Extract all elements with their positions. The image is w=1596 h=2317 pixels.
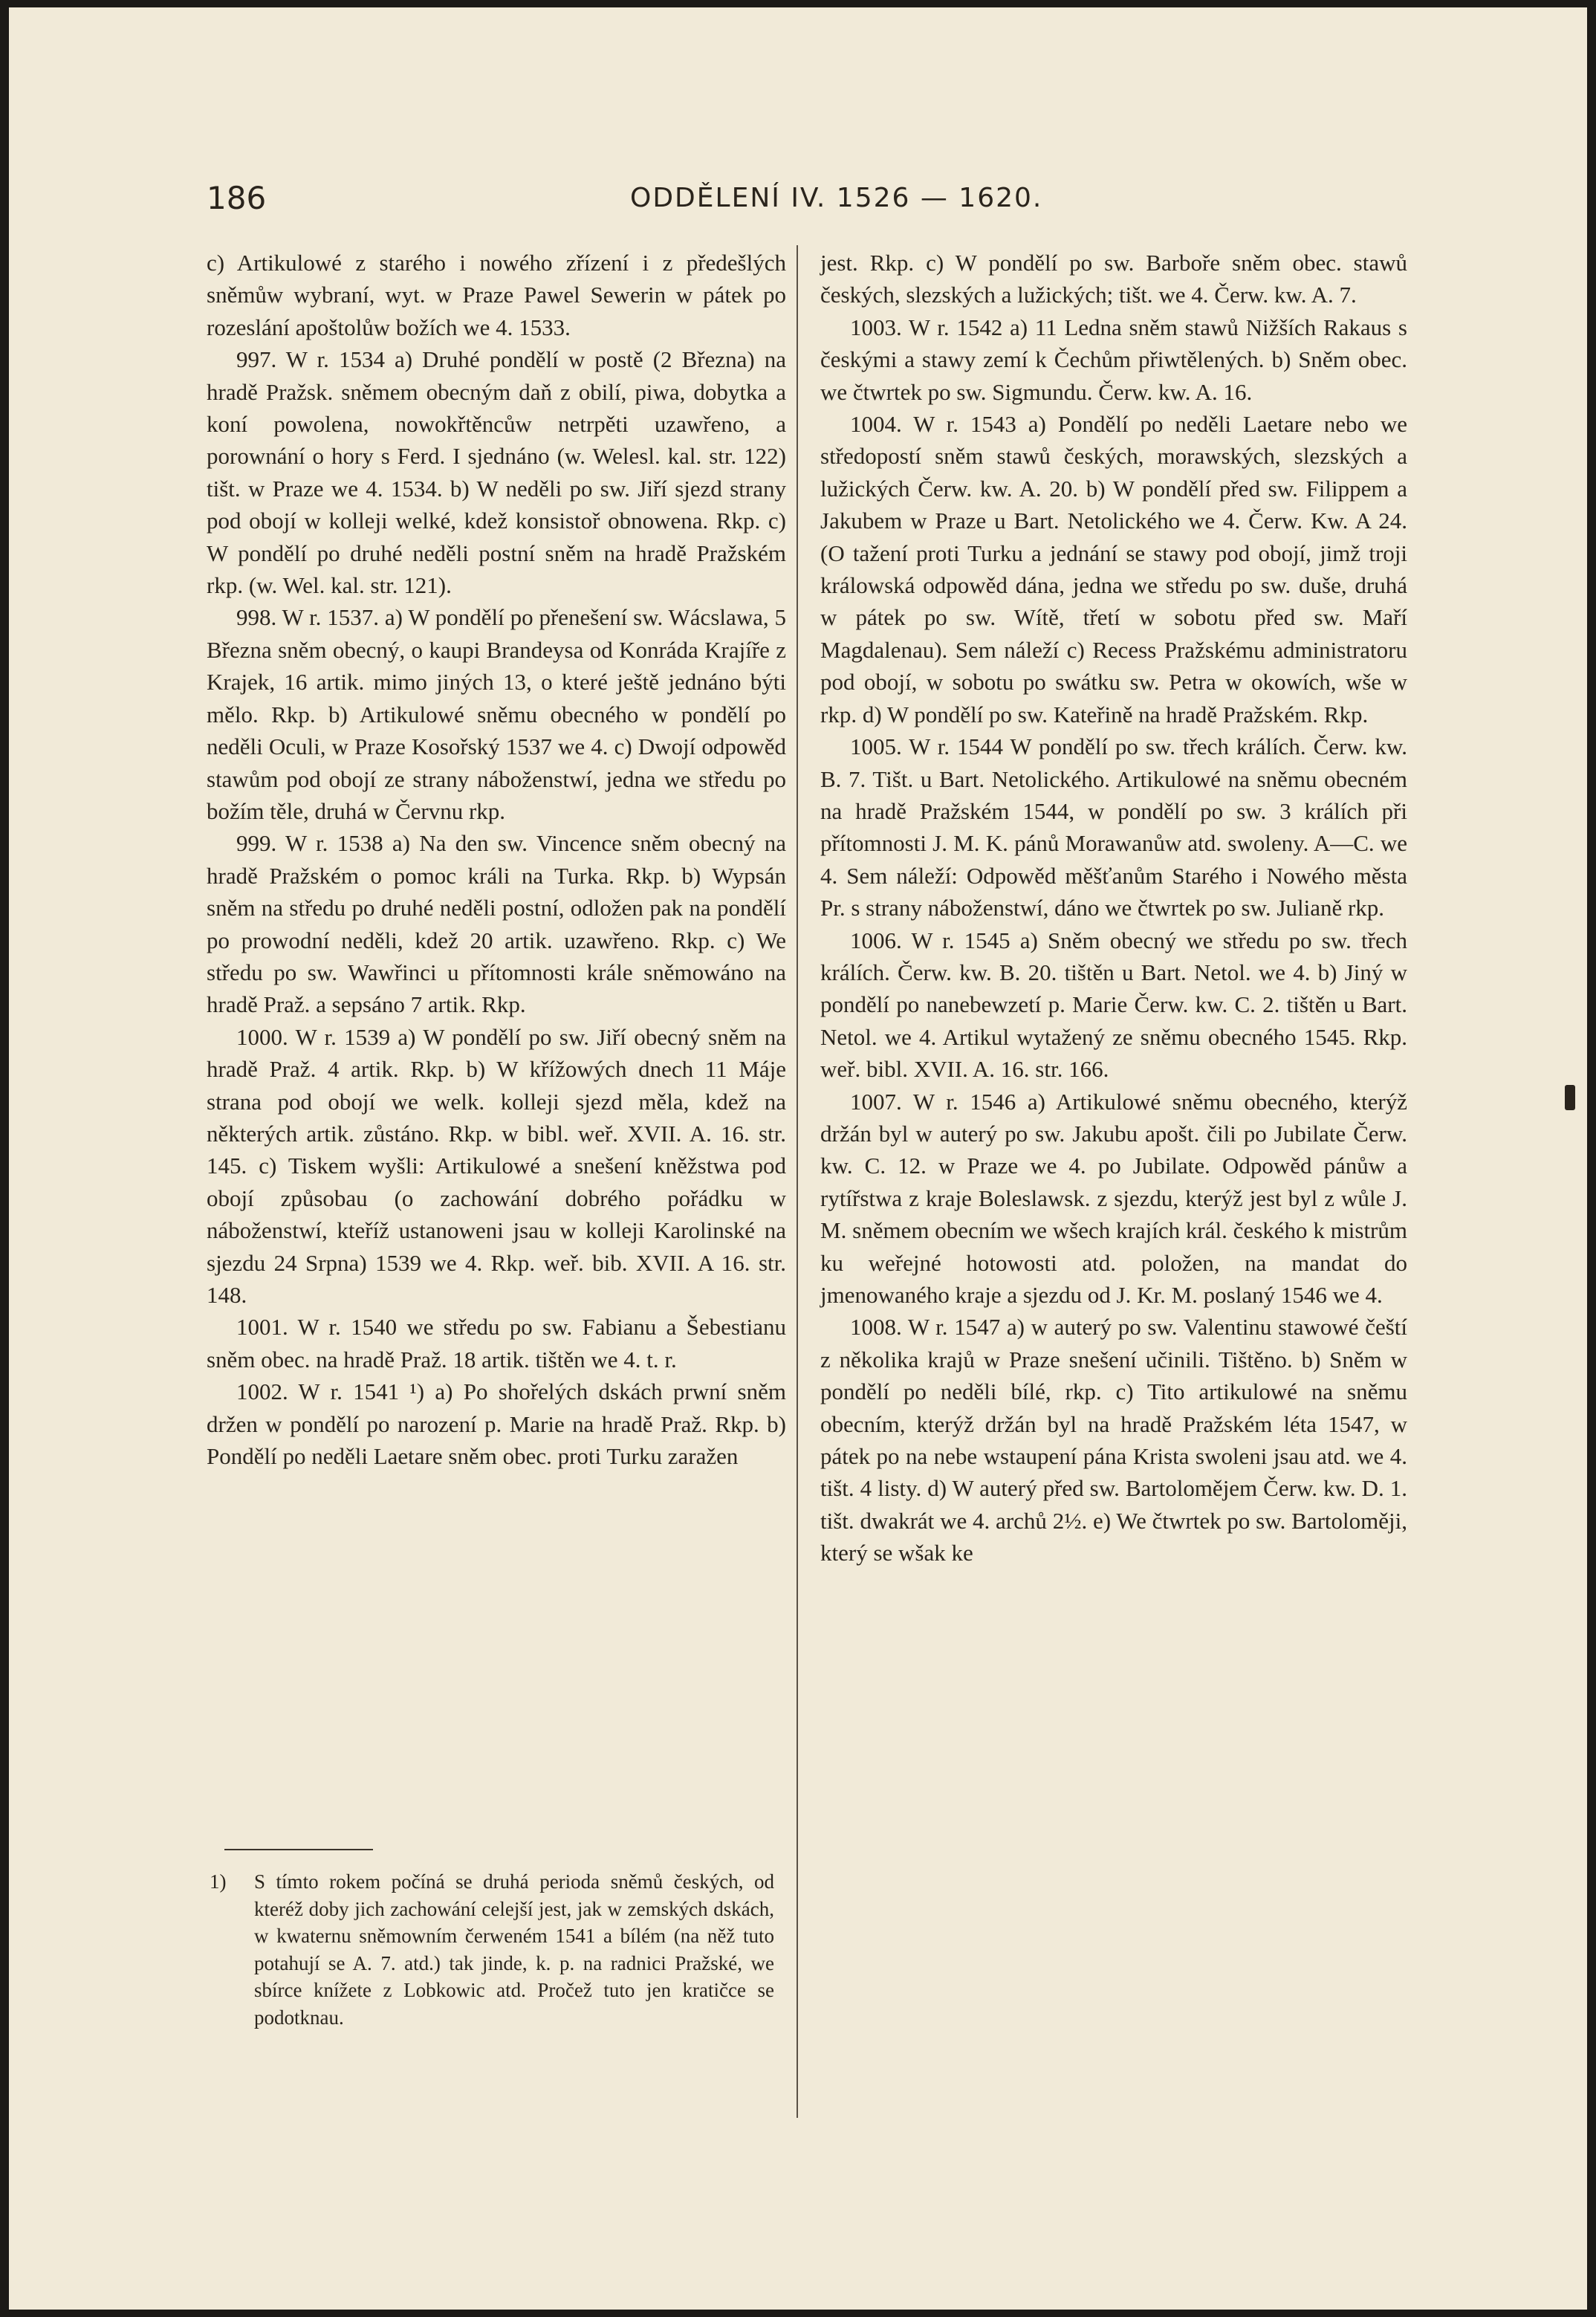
paragraph: jest. Rkp. c) W pondělí po sw. Barboře sněm obec. stawů českých, slezských a lužických; tišt. we 4. Čerw. kw. A. 7. [820,250,1407,308]
book-page [9,7,1587,2310]
footnote-text: S tímto rokem počíná se druhá perioda sněmů českých, od kteréž doby jich zachowání celejší jest, jak w zemských dskách, w kwaternu sněmowním čerweném 1541 a bílém (na něž tuto potahují se A. 7. atd.) tak jinde, k. p. na radnici Pražské, we sbírce knížete z Lobkowic atd. Pročež tuto jen kratičce se podotknau. [254,1870,774,2029]
running-title: ODDĚLENÍ IV. 1526 — 1620. [630,183,1043,213]
paragraph: c) Artikulowé z starého i nowého zřízení i z předešlých sněmůw wybraní, wyt. w Praze Pawel Sewerin w pátek po rozeslání apoštolůw božích we 4. 1533. [207,250,786,340]
column-divider [797,245,798,2118]
right-column [820,247,1407,1569]
paragraph: 1007. W r. 1546 a) Artikulowé sněmu obecného, kterýž držán byl w auterý po sw. Jakubu apošt. čili po Jubilate Čerw. kw. C. 12. w Praze we 4. po Jubilate. Odpowěd pánůw a rytířstwa z kraje Boleslawsk. z sjezdu, kterýž jest byl z wůle J. M. sněmem obecním we wšech krajích král. českého k mistrům ku weřejné hotowosti atd. položen, na mandat do jmenowaného kraje a sjezdu od J. Kr. M. poslaný 1546 we 4. [820,1088,1407,1308]
paragraph: 1002. W r. 1541 ¹) a) Po shořelých dskách prwní sněm držen w pondělí po narození p. Marie na hradě Praž. Rkp. b) Pondělí po neděli Laetare sněm obec. proti Turku zaražen [207,1378,786,1470]
paragraph: 1001. W r. 1540 we středu po sw. Fabianu a Šebestianu sněm obec. na hradě Praž. 18 artik. tištěn we 4. t. r. [207,1314,786,1373]
footnote-marker: 1) [210,1870,227,1893]
paragraph: 1008. W r. 1547 a) w auterý po sw. Valentinu stawowé čeští z několika krajů w Praze snešení učinili. Tištěno. b) Sněm w pondělí po neděli bílé, rkp. c) Tito artikulowé na sněmu obecním, kterýž držán byl na hradě Pražském léta 1547, w pátek po na nebe wstaupení pána Krista swoleni jsau atd. we 4. tišt. 4 listy. d) W auterý před sw. Bartolomějem Čerw. kw. D. 1. tišt. dwakrát we 4. archů 2½. e) We čtwrtek po sw. Bartoloměji, který se wšak ke [820,1314,1407,1566]
left-column [207,247,786,1472]
paragraph: 998. W r. 1537. a) W pondělí po přenešení sw. Wácslawa, 5 Března sněm obecný, o kaupi Brandeysa od Konráda Krajíře z Krajek, 16 artik. mimo jiných 13, o které ještě jednáno býti mělo. Rkp. b) Artikulowé sněmu obecného w pondělí po neděli Oculi, w Praze Kosořský 1537 we 4. c) Dwojí odpowěd stawům pod obojí ze strany náboženstwí, jedna we středu po božím těle, druhá w Červnu rkp. [207,604,786,824]
paragraph: 997. W r. 1534 a) Druhé pondělí w postě (2 Března) na hradě Pražsk. sněmem obecným daň z obilí, piwa, dobytka a koní powolena, nowokřtěncůw netrpěti uzawřeno, a porownání o hory s Ferd. I sjednáno (w. Welesl. kal. str. 122) tišt. w Praze we 4. 1534. b) W neděli po sw. Jiří sjezd strany pod obojí w kolleji welké, kdež konsistoř obnowena. Rkp. c) W pondělí po druhé neděli postní sněm na hradě Pražském rkp. (w. Wel. kal. str. 121). [207,346,786,599]
footnote-rule [224,1849,373,1850]
page-number: 186 [207,180,267,216]
page-edge-mark [1565,1085,1575,1110]
paragraph: 1003. W r. 1542 a) 11 Ledna sněm stawů Nižších Rakaus s českými a stawy zemí k Čechům přiwtělených. b) Sněm obec. we čtwrtek po sw. Sigmundu. Čerw. kw. A. 16. [820,314,1407,405]
paragraph: 1000. W r. 1539 a) W pondělí po sw. Jiří obecný sněm na hradě Praž. 4 artik. Rkp. b) W křížowých dnech 11 Máje strana pod obojí we welk. kolleji sjezd měla, kdež na některých artik. zůstáno. Rkp. w bibl. weř. XVII. A. 16. str. 145. c) Tiskem wyšli: Artikulowé a snešení kněžstwa pod obojí způsobau (o zachowání dobrého pořádku w náboženstwí, kteříž ustanoweni jsau w kolleji Karolinské na sjezdu 24 Srpna) 1539 we 4. Rkp. weř. bib. XVII. A 16. str. 148. [207,1023,786,1308]
footnote [210,1868,774,2031]
paragraph: 999. W r. 1538 a) Na den sw. Vincence sněm obecný na hradě Pražském o pomoc králi na Turka. Rkp. b) Wypsán sněm na středu po druhé neděli postní, odložen pak na pondělí po prowodní neděli, kdež 20 artik. uzawřeno. Rkp. c) We středu po sw. Wawřinci u přítomnosti krále sněmowáno na hradě Praž. a sepsáno 7 artik. Rkp. [207,830,786,1018]
paragraph: 1006. W r. 1545 a) Sněm obecný we středu po sw. třech králích. Čerw. kw. B. 20. tištěn u Bart. Netol. we 4. b) Jiný w pondělí po nanebewzetí p. Marie Čerw. kw. C. 2. tištěn u Bart. Netol. we 4. Artikul wytažený ze sněmu obecného 1545. Rkp. weř. bibl. XVII. A. 16. str. 166. [820,927,1407,1083]
paragraph: 1005. W r. 1544 W pondělí po sw. třech králích. Čerw. kw. B. 7. Tišt. u Bart. Netolického. Artikulowé na sněmu obecném na hradě Pražském 1544, w pondělí po sw. 3 králích při přítomnosti J. M. K. pánů Morawanůw atd. swoleny. A—C. we 4. Sem náleží: Odpowěd měšťanům Starého i Nowého města Pr. s strany náboženstwí, dáno we čtwrtek po sw. Julianě rkp. [820,733,1407,921]
paragraph: 1004. W r. 1543 a) Pondělí po neděli Laetare nebo we středopostí sněm stawů českých, morawských, slezských a lužických Čerw. kw. A. 20. b) W pondělí před sw. Filippem a Jakubem w Praze u Bart. Netolického we 4. Čerw. Kw. A 24. (O tažení proti Turku a jednání se stawy pod obojí, jimž troji králowská odpowěd dána, jedna we středu po sw. duše, druhá w pátek po sw. Wítě, třetí w sobotu před sw. Maří Magdalenau). Sem náleží c) Recess Pražskému administratoru pod obojí, w sobotu po swátku sw. Petra w okowích, wše w rkp. d) W pondělí po sw. Kateřině na hradě Pražském. Rkp. [820,411,1407,727]
page-header [207,180,1418,224]
